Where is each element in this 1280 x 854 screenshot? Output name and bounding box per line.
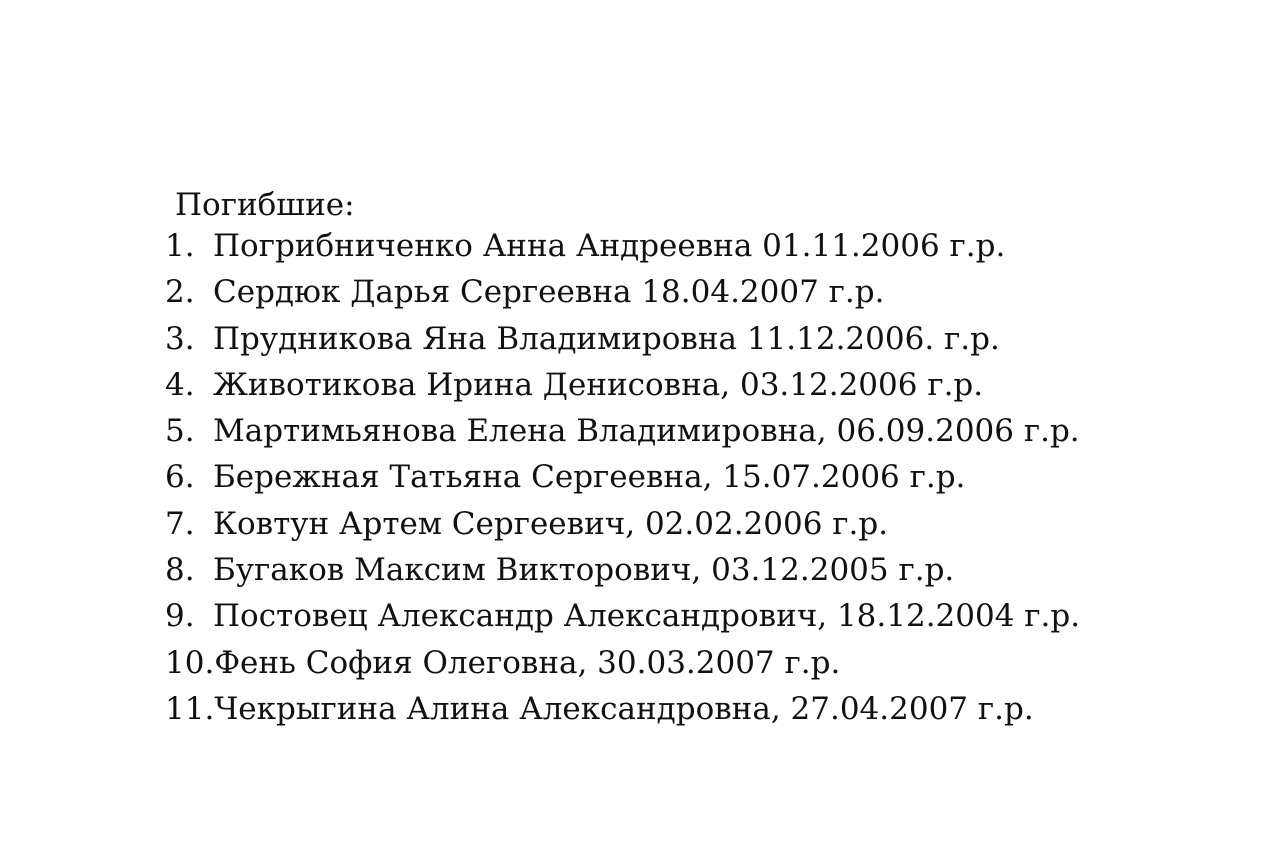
list-item	[165, 316, 1080, 362]
list-item	[165, 501, 1080, 547]
list-item-text: Прудникова Яна Владимировна 11.12.2006. г.р.	[213, 320, 1000, 357]
list-item	[165, 454, 1080, 500]
list-item-number: 2.	[165, 274, 195, 311]
list-item-text: Мартимьянова Елена Владимировна, 06.09.2006 г.р.	[213, 413, 1080, 450]
list-item-text: Фень София Олеговна, 30.03.2007 г.р.	[214, 644, 841, 681]
list-item-number: 5.	[165, 413, 195, 450]
list-item	[165, 547, 1080, 593]
list-item-number: 3.	[165, 320, 195, 357]
list-item-text: Бугаков Максим Викторович, 03.12.2005 г.р.	[213, 552, 955, 589]
list-item	[165, 269, 1080, 315]
list-item-text: Постовец Александр Александрович, 18.12.2004 г.р.	[213, 598, 1081, 635]
list-heading: Погибшие:	[175, 187, 355, 223]
list-item	[165, 223, 1080, 269]
list-item-text: Бережная Татьяна Сергеевна, 15.07.2006 г.р.	[213, 459, 966, 496]
list-item-text: Животикова Ирина Денисовна, 03.12.2006 г.р.	[213, 366, 984, 403]
list-item-text: Погрибниченко Анна Андреевна 01.11.2006 г.р.	[213, 228, 1006, 264]
list-item-number: 7.	[165, 505, 195, 542]
list-item-number: 9.	[165, 598, 195, 635]
list-item	[165, 362, 1080, 408]
list-item-number: 10.	[165, 644, 215, 681]
list-item-number: 1.	[165, 228, 195, 264]
list-item-text: Чекрыгина Алина Александровна, 27.04.2007 г.р.	[214, 690, 1034, 727]
list-item-number: 8.	[165, 552, 195, 589]
list-item	[165, 408, 1080, 454]
list-item-number: 11.	[165, 690, 215, 727]
list-item-text: Ковтун Артем Сергеевич, 02.02.2006 г.р.	[213, 505, 889, 542]
list-item-number: 6.	[165, 459, 195, 496]
list-item	[165, 686, 1080, 732]
list-item	[165, 640, 1080, 686]
list-item-text: Сердюк Дарья Сергеевна 18.04.2007 г.р.	[213, 274, 885, 311]
list-item-number: 4.	[165, 366, 195, 403]
list-item	[165, 593, 1080, 639]
victims-list	[165, 223, 1080, 732]
